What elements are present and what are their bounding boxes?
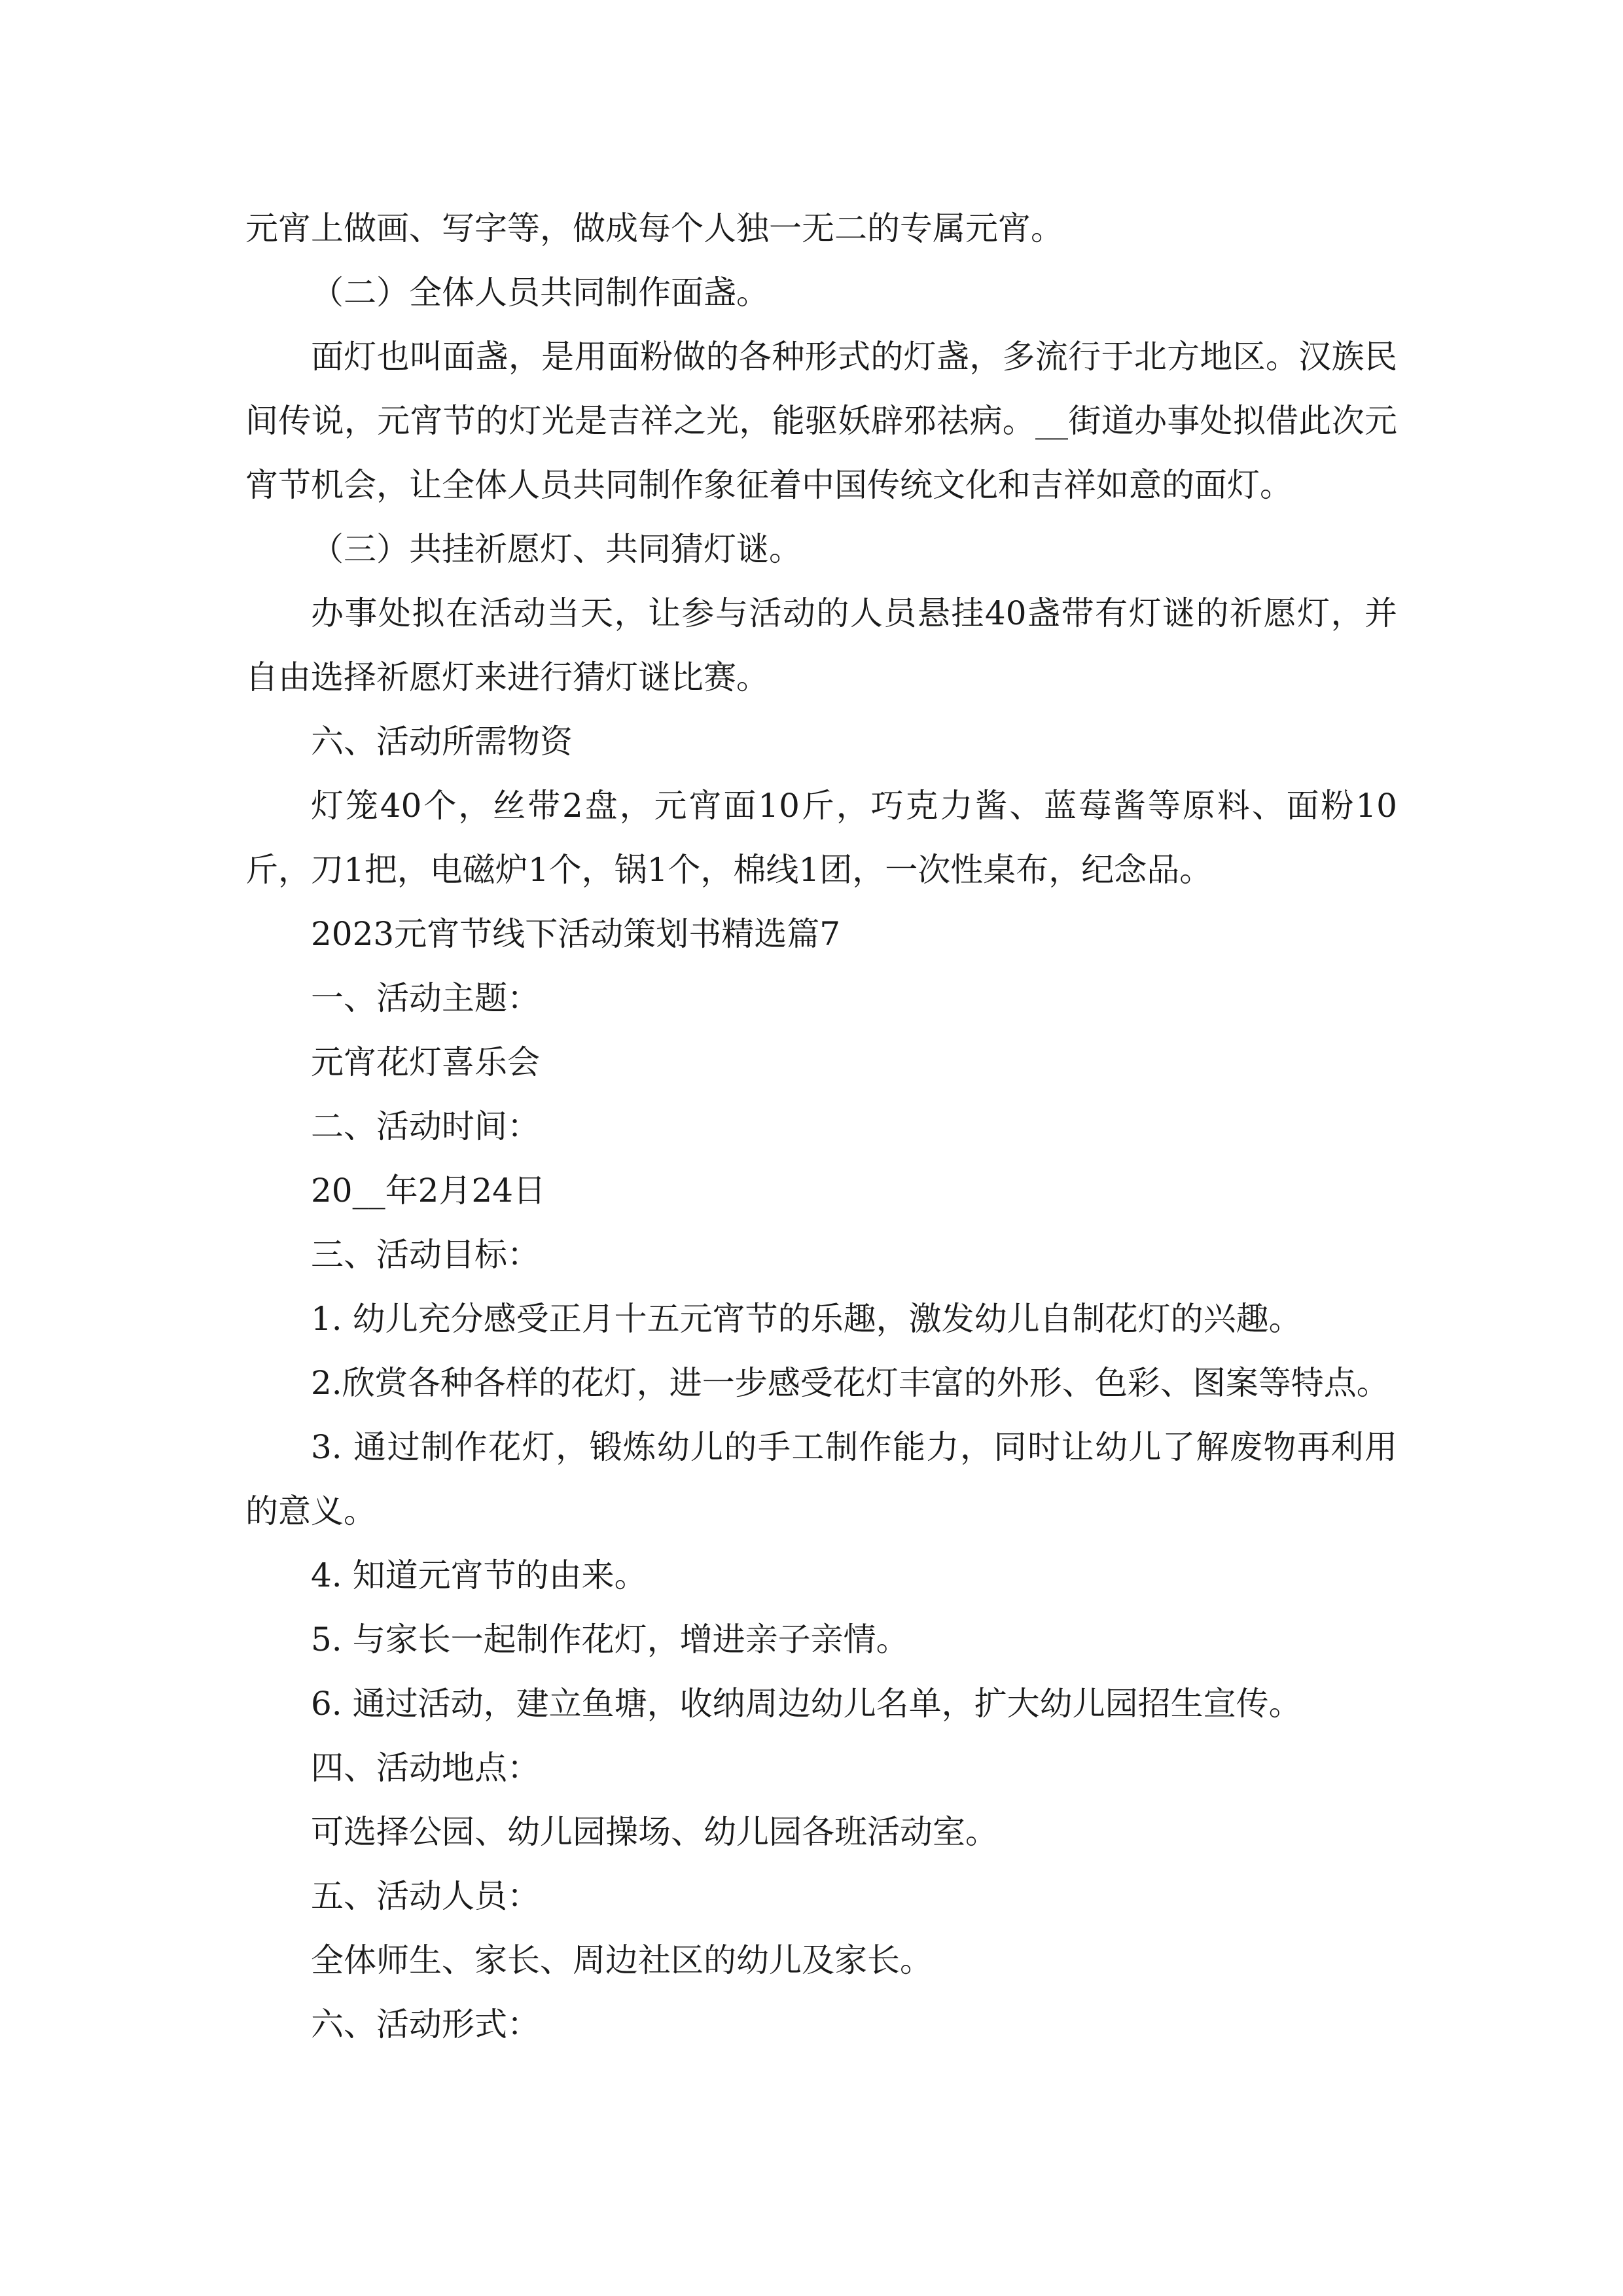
section-heading: 三、活动目标： [311, 1236, 540, 1274]
list-item: 5. 与家长一起制作花灯，增进亲子亲情。 [311, 1621, 909, 1659]
paragraph-body: 面灯也叫面盏，是用面粉做的各种形式的灯盏，多流行于北方地区。汉族民间传说，元宵节的灯光是吉祥之光，能驱妖辟邪祛病。__街道办事处拟借此次元宵节机会，让全体人员共同制作象征着中国传统文化和吉祥如意的面灯。 [245, 338, 1397, 504]
paragraph-continuation: 元宵上做画、写字等，做成每个人独一无二的专属元宵。 [245, 209, 1063, 247]
paragraph-body: 可选择公园、幼儿园操场、幼儿园各班活动室。 [311, 1813, 998, 1851]
list-item: 6. 通过活动，建立鱼塘，收纳周边幼儿名单，扩大幼儿园招生宣传。 [311, 1685, 1302, 1723]
list-item: 4. 知道元宵节的由来。 [311, 1556, 647, 1594]
section-heading: 五、活动人员： [311, 1877, 540, 1915]
section-heading: 四、活动地点： [311, 1749, 540, 1787]
section-heading: 二、活动时间： [311, 1107, 540, 1145]
paragraph-body: 全体师生、家长、周边社区的幼儿及家长。 [311, 1941, 933, 1979]
document-body [245, 196, 1397, 2056]
paragraph-body: 灯笼40个，丝带2盘，元宵面10斤，巧克力酱、蓝莓酱等原料、面粉10斤，刀1把，电磁炉1个，锅1个，棉线1团，一次性桌布，纪念品。 [245, 787, 1397, 889]
list-item: 1. 幼儿充分感受正月十五元宵节的乐趣，激发幼儿自制花灯的兴趣。 [311, 1300, 1302, 1338]
paragraph-body: 元宵花灯喜乐会 [311, 1043, 540, 1081]
section-heading: 一、活动主题： [311, 979, 540, 1017]
paragraph-subheading-3: （三）共挂祈愿灯、共同猜灯谜。 [311, 530, 802, 568]
article-title: 2023元宵节线下活动策划书精选篇7 [311, 915, 841, 953]
paragraph-body: 20__年2月24日 [311, 1172, 546, 1210]
paragraph-subheading-2: （二）全体人员共同制作面盏。 [311, 274, 769, 312]
list-item: 2.欣赏各种各样的花灯，进一步感受花灯丰富的外形、色彩、图案等特点。 [311, 1364, 1389, 1402]
section-heading: 六、活动形式： [311, 2005, 540, 2043]
list-item: 3. 通过制作花灯，锻炼幼儿的手工制作能力，同时让幼儿了解废物再利用的意义。 [245, 1428, 1397, 1530]
paragraph-body: 办事处拟在活动当天，让参与活动的人员悬挂40盏带有灯谜的祈愿灯，并自由选择祈愿灯来进行猜灯谜比赛。 [245, 594, 1397, 696]
section-heading: 六、活动所需物资 [311, 723, 573, 761]
